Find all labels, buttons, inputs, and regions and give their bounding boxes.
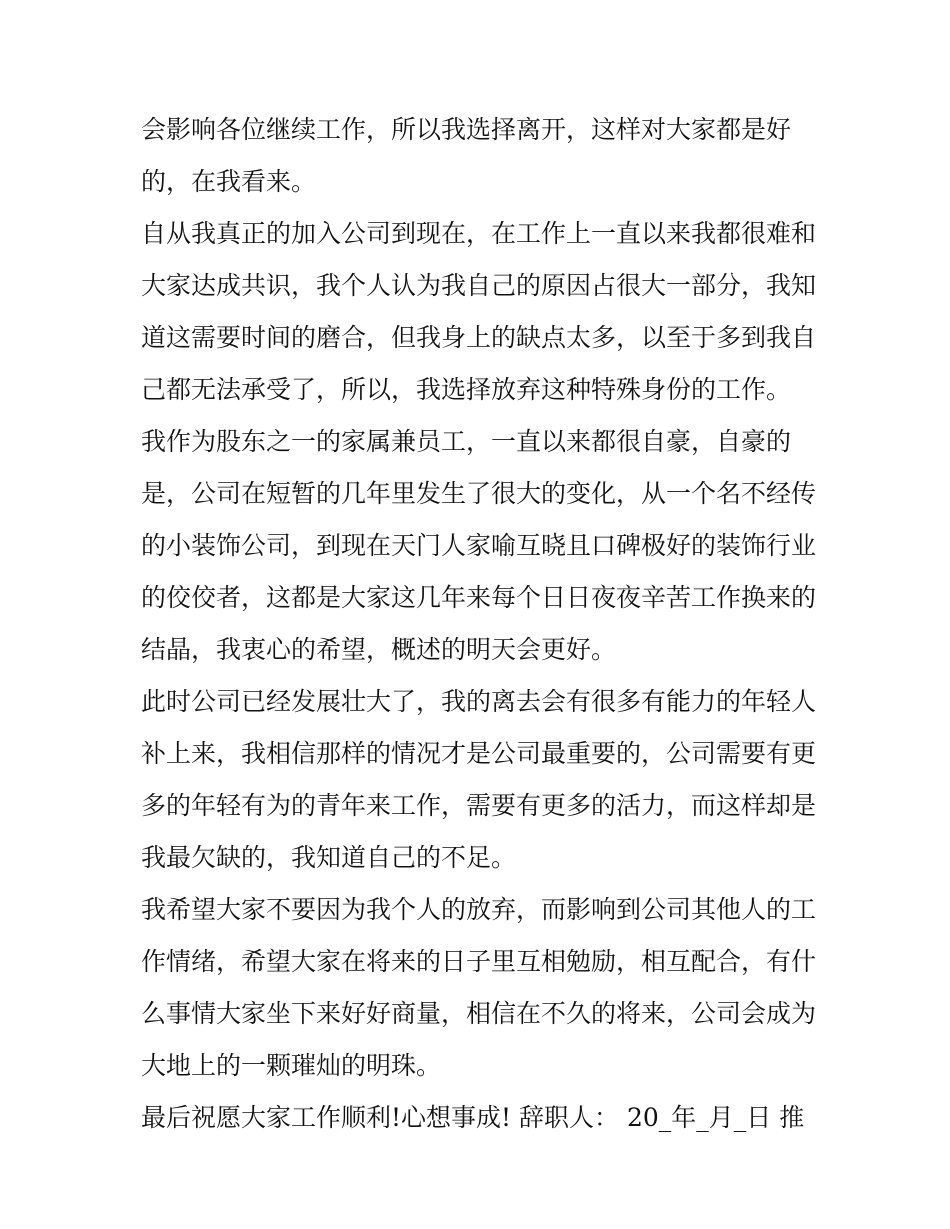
text-line: 补上来，我相信那样的情况才是公司最重要的，公司需要有更 <box>141 739 817 768</box>
letter-body <box>141 104 831 1144</box>
text-line: 大地上的一颗璀灿的明珠。 <box>141 1051 442 1080</box>
text-line: 作情绪，希望大家在将来的日子里互相勉励，相互配合，有什 <box>141 947 817 976</box>
text-line: 最后祝愿大家工作顺利!心想事成! 辞职人： 20_年_月_日 推 <box>141 1103 805 1132</box>
text-line: 己都无法承受了，所以，我选择放弃这种特殊身份的工作。 <box>141 375 792 404</box>
text-line: 的，在我看来。 <box>141 167 317 196</box>
text-line: 自从我真正的加入公司到现在，在工作上一直以来我都很难和 <box>141 219 817 248</box>
text-line: 我作为股东之一的家属兼员工，一直以来都很自豪，自豪的 <box>141 427 792 456</box>
text-line: 的小装饰公司，到现在天门人家喻互晓且口碑极好的装饰行业 <box>141 531 817 560</box>
text-line: 道这需要时间的磨合，但我身上的缺点太多，以至于多到我自 <box>141 323 817 352</box>
text-line: 我希望大家不要因为我个人的放弃，而影响到公司其他人的工 <box>141 895 817 924</box>
text-line: 此时公司已经发展壮大了，我的离去会有很多有能力的年轻人 <box>141 687 817 716</box>
text-line: 我最欠缺的，我知道自己的不足。 <box>141 843 517 872</box>
text-line: 多的年轻有为的青年来工作，需要有更多的活力，而这样却是 <box>141 791 817 820</box>
text-line: 结晶，我衷心的希望，概述的明天会更好。 <box>141 635 617 664</box>
text-line: 的佼佼者，这都是大家这几年来每个日日夜夜辛苦工作换来的 <box>141 583 817 612</box>
text-line: 是，公司在短暂的几年里发生了很大的变化，从一个名不经传 <box>141 479 817 508</box>
text-line: 么事情大家坐下来好好商量，相信在不久的将来，公司会成为 <box>141 999 817 1028</box>
text-line: 大家达成共识，我个人认为我自己的原因占很大一部分，我知 <box>141 271 817 300</box>
text-line: 会影响各位继续工作，所以我选择离开，这样对大家都是好 <box>141 115 792 144</box>
